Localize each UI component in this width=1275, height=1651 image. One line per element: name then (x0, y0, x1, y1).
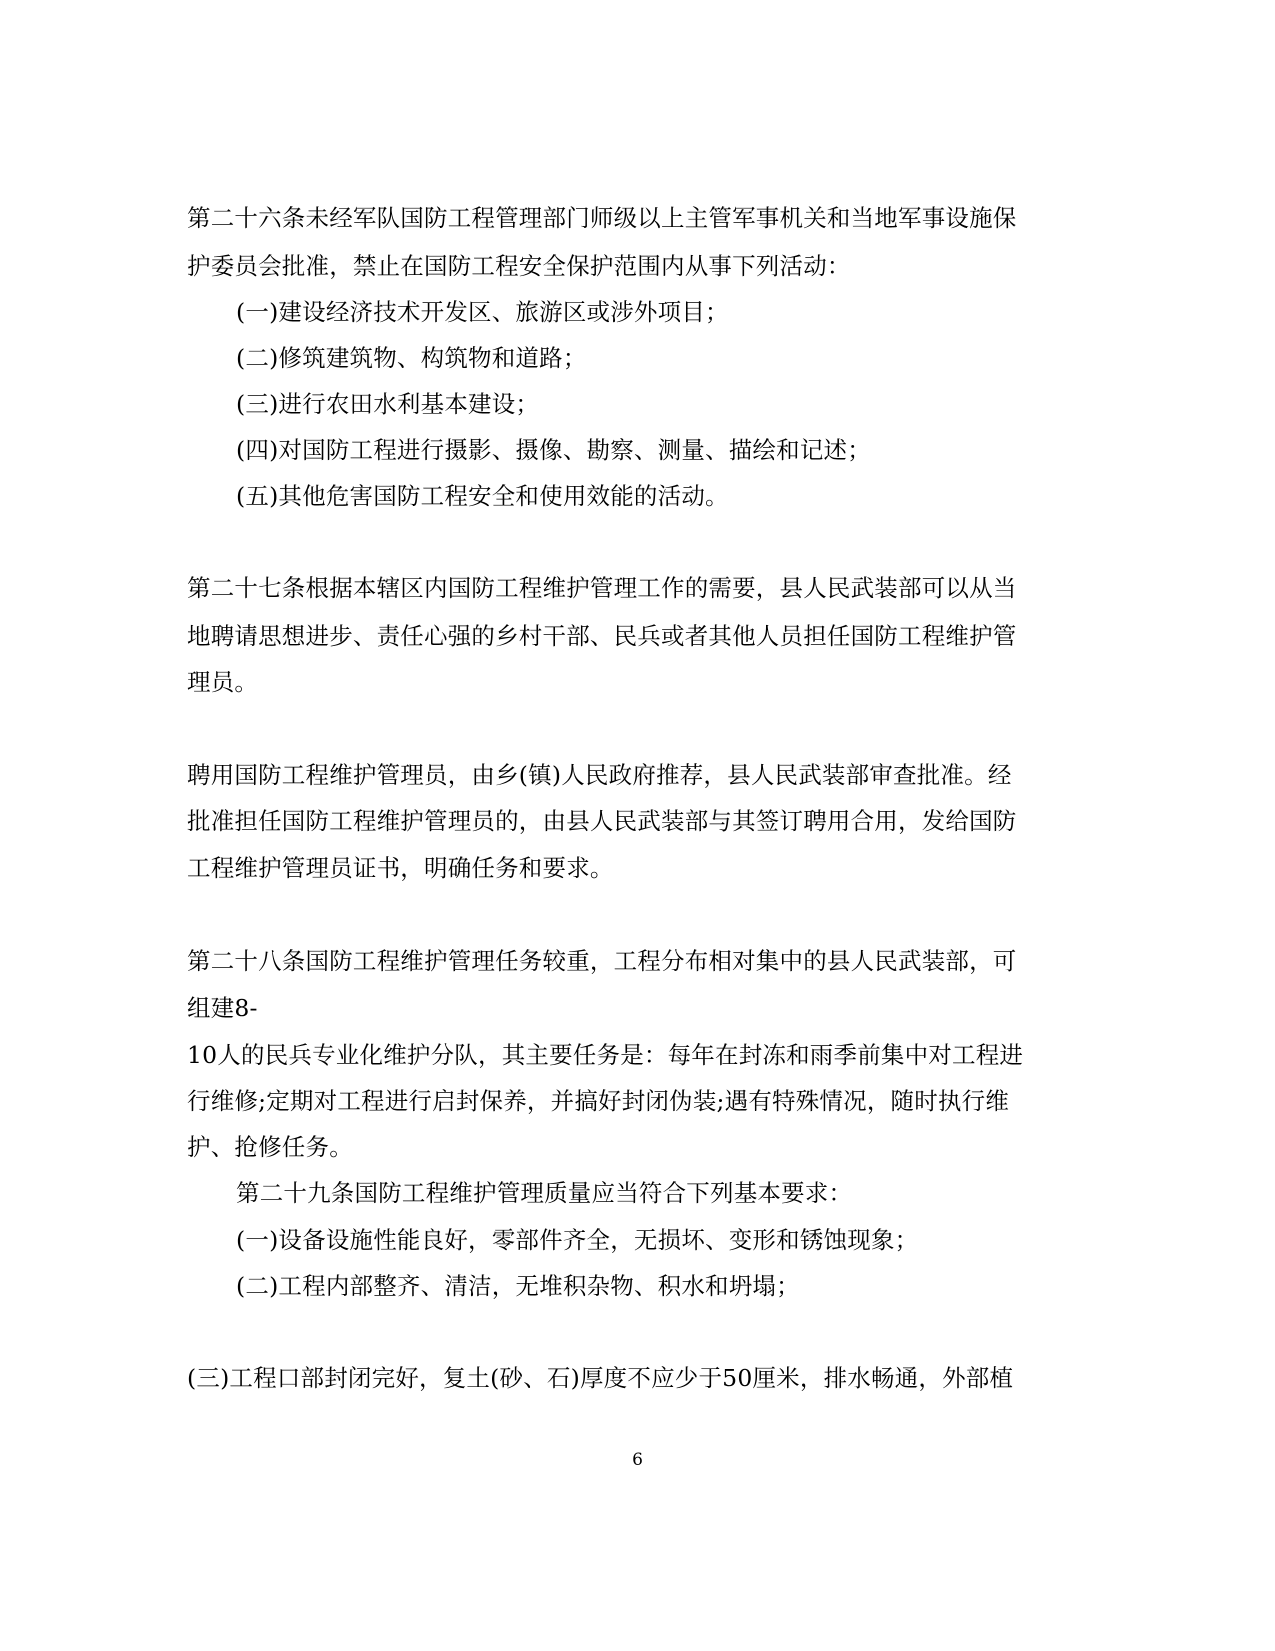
text-line: 行维修;定期对工程进行启封保养，并搞好封闭伪装;遇有特殊情况，随时执行维 (187, 1087, 1010, 1115)
text-line: 聘用国防工程维护管理员，由乡(镇)人民政府推荐，县人民武装部审查批准。经 (187, 761, 1012, 789)
list-item: (五)其他危害国防工程安全和使用效能的活动。 (236, 482, 729, 510)
text-line: 第二十七条根据本辖区内国防工程维护管理工作的需要，县人民武装部可以从当 (187, 574, 1017, 602)
text-line: 工程维护管理员证书，明确任务和要求。 (187, 854, 614, 882)
list-item: (一)设备设施性能良好，零部件齐全，无损坏、变形和锈蚀现象； (236, 1226, 919, 1254)
text-line: 护、抢修任务。 (187, 1133, 353, 1161)
text-line: 护委员会批准，禁止在国防工程安全保护范围内从事下列活动： (187, 252, 851, 280)
text-line: 理员。 (187, 668, 259, 696)
text-line: 地聘请思想进步、责任心强的乡村干部、民兵或者其他人员担任国防工程维护管 (187, 622, 1017, 650)
list-item: (三)工程口部封闭完好，复土(砂、石)厚度不应少于50厘米，排水畅通，外部植 (187, 1364, 1014, 1392)
list-item: (二)工程内部整齐、清洁，无堆积杂物、积水和坍塌； (236, 1272, 800, 1300)
text-line: 10人的民兵专业化维护分队，其主要任务是：每年在封冻和雨季前集中对工程进 (187, 1041, 1024, 1069)
list-item: (一)建设经济技术开发区、旅游区或涉外项目； (236, 298, 729, 326)
text-line: 第二十六条未经军队国防工程管理部门师级以上主管军事机关和当地军事设施保 (187, 204, 1017, 232)
list-item: (二)修筑建筑物、构筑物和道路； (236, 344, 587, 372)
page-number: 6 (632, 1450, 643, 1470)
text-line: 第二十八条国防工程维护管理任务较重，工程分布相对集中的县人民武装部，可 (187, 947, 1017, 975)
text-line: 第二十九条国防工程维护管理质量应当符合下列基本要求： (236, 1179, 853, 1207)
list-item: (三)进行农田水利基本建设； (236, 390, 540, 418)
text-line: 批准担任国防工程维护管理员的，由县人民武装部与其签订聘用合用，发给国防 (187, 807, 1017, 835)
list-item: (四)对国防工程进行摄影、摄像、勘察、测量、描绘和记述； (236, 436, 871, 464)
text-line: 组建8- (187, 994, 258, 1022)
